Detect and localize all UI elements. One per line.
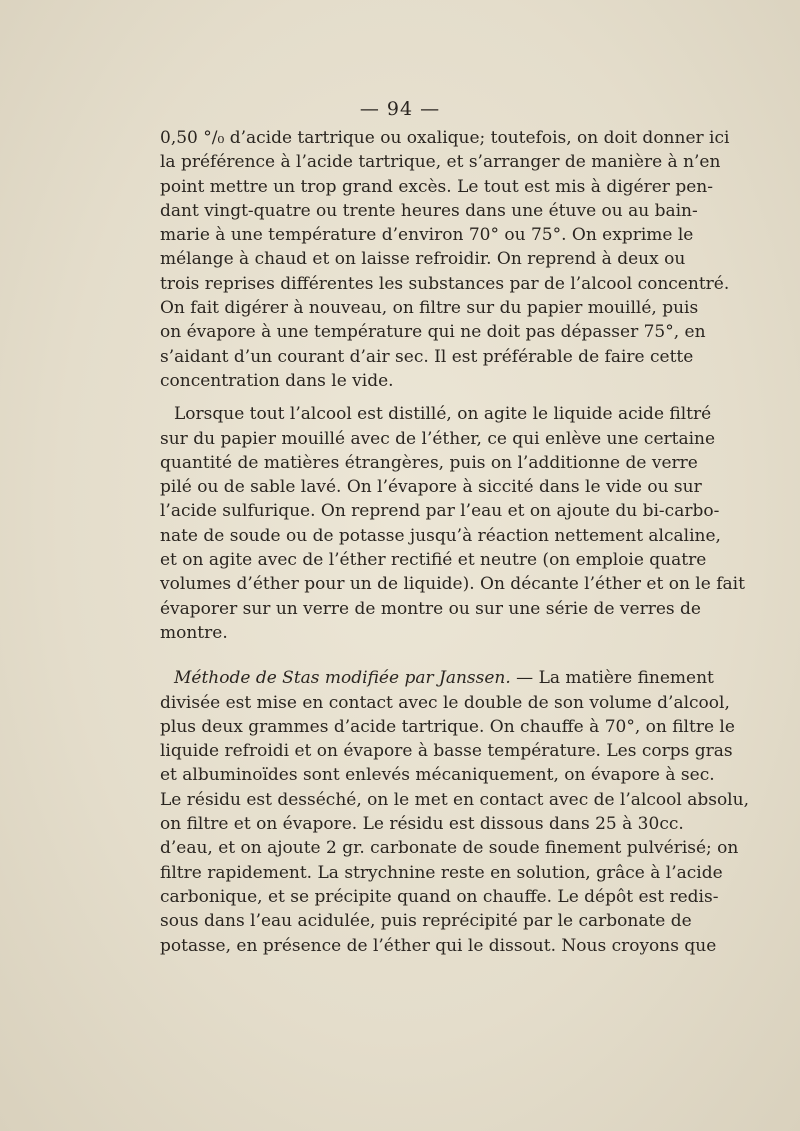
body-text [160, 126, 749, 958]
text-line: carbonique, et se précipite quand on chauffe. Le dépôt est redis- [160, 886, 719, 907]
heading-continuation: — La matière finement [510, 668, 714, 689]
text-line: sur du papier mouillé avec de l’éther, ce qui enlève une certaine [160, 428, 716, 449]
text-line: divisée est mise en contact avec le double de son volume d’alcool, [160, 692, 730, 713]
text-line: Lorsque tout l’alcool est distillé, on agite le liquide acide filtré [174, 404, 712, 425]
text-line: et albuminoïdes sont enlevés mécaniquement, on évapore à sec. [160, 765, 715, 786]
text-line: on évapore à une température qui ne doit pas dépasser 75°, en [160, 322, 706, 343]
text-line: mélange à chaud et on laisse refroidir. On reprend à deux ou [160, 249, 686, 270]
paragraph-3 [160, 666, 749, 958]
text-line: on filtre et on évapore. Le résidu est dissous dans 25 à 30cc. [160, 814, 684, 835]
text-line: volumes d’éther pour un de liquide). On décante l’éther et on le fait [160, 574, 745, 595]
text-line: dant vingt-quatre ou trente heures dans une étuve ou au bain- [160, 200, 698, 221]
text-line: évaporer sur un verre de montre ou sur une série de verres de [160, 598, 701, 619]
text-line: filtre rapidement. La strychnine reste en solution, grâce à l’acide [160, 862, 723, 883]
text-line: trois reprises différentes les substances par de l’alcool concentré. [160, 273, 730, 294]
text-line: Le résidu est desséché, on le met en contact avec de l’alcool absolu, [160, 789, 749, 810]
text-line: pilé ou de sable lavé. On l’évapore à siccité dans le vide ou sur [160, 477, 702, 498]
section-heading: Méthode de Stas modifiée par Janssen. [174, 668, 511, 689]
text-line: 0,50 °/₀ d’acide tartrique ou oxalique; toutefois, on doit donner ici [160, 128, 730, 148]
text-line: On fait digérer à nouveau, on filtre sur du papier mouillé, puis [160, 298, 699, 319]
text-line [160, 666, 714, 690]
text-line: plus deux grammes d’acide tartrique. On chauffe à 70°, on filtre le [160, 716, 735, 737]
paragraph-1 [160, 126, 730, 393]
text-line: concentration dans le vide. [160, 370, 394, 391]
text-line: marie à une température d’environ 70° ou 75°. On exprime le [160, 225, 694, 246]
text-line: potasse, en présence de l’éther qui le dissout. Nous croyons que [160, 935, 717, 956]
text-line: quantité de matières étrangères, puis on l’additionne de verre [160, 452, 698, 473]
text-line: montre. [160, 622, 228, 643]
text-line: liquide refroidi et on évapore à basse température. Les corps gras [160, 741, 733, 762]
text-line: d’eau, et on ajoute 2 gr. carbonate de soude finement pulvérisé; on [160, 838, 739, 859]
page-number: — 94 — [359, 98, 441, 120]
text-line: l’acide sulfurique. On reprend par l’eau et on ajoute du bi-carbo- [160, 501, 720, 522]
text-line: point mettre un trop grand excès. Le tout est mis à digérer pen- [160, 176, 713, 197]
text-line: s’aidant d’un courant d’air sec. Il est préférable de faire cette [160, 346, 694, 367]
paragraph-2 [160, 402, 745, 645]
text-line: sous dans l’eau acidulée, puis reprécipité par le carbonate de [160, 911, 692, 932]
text-line: nate de soude ou de potasse jusqu’à réaction nettement alcaline, [160, 525, 721, 546]
text-line: la préférence à l’acide tartrique, et s’arranger de manière à n’en [160, 152, 721, 173]
text-line: et on agite avec de l’éther rectifié et neutre (on emploie quatre [160, 550, 707, 571]
